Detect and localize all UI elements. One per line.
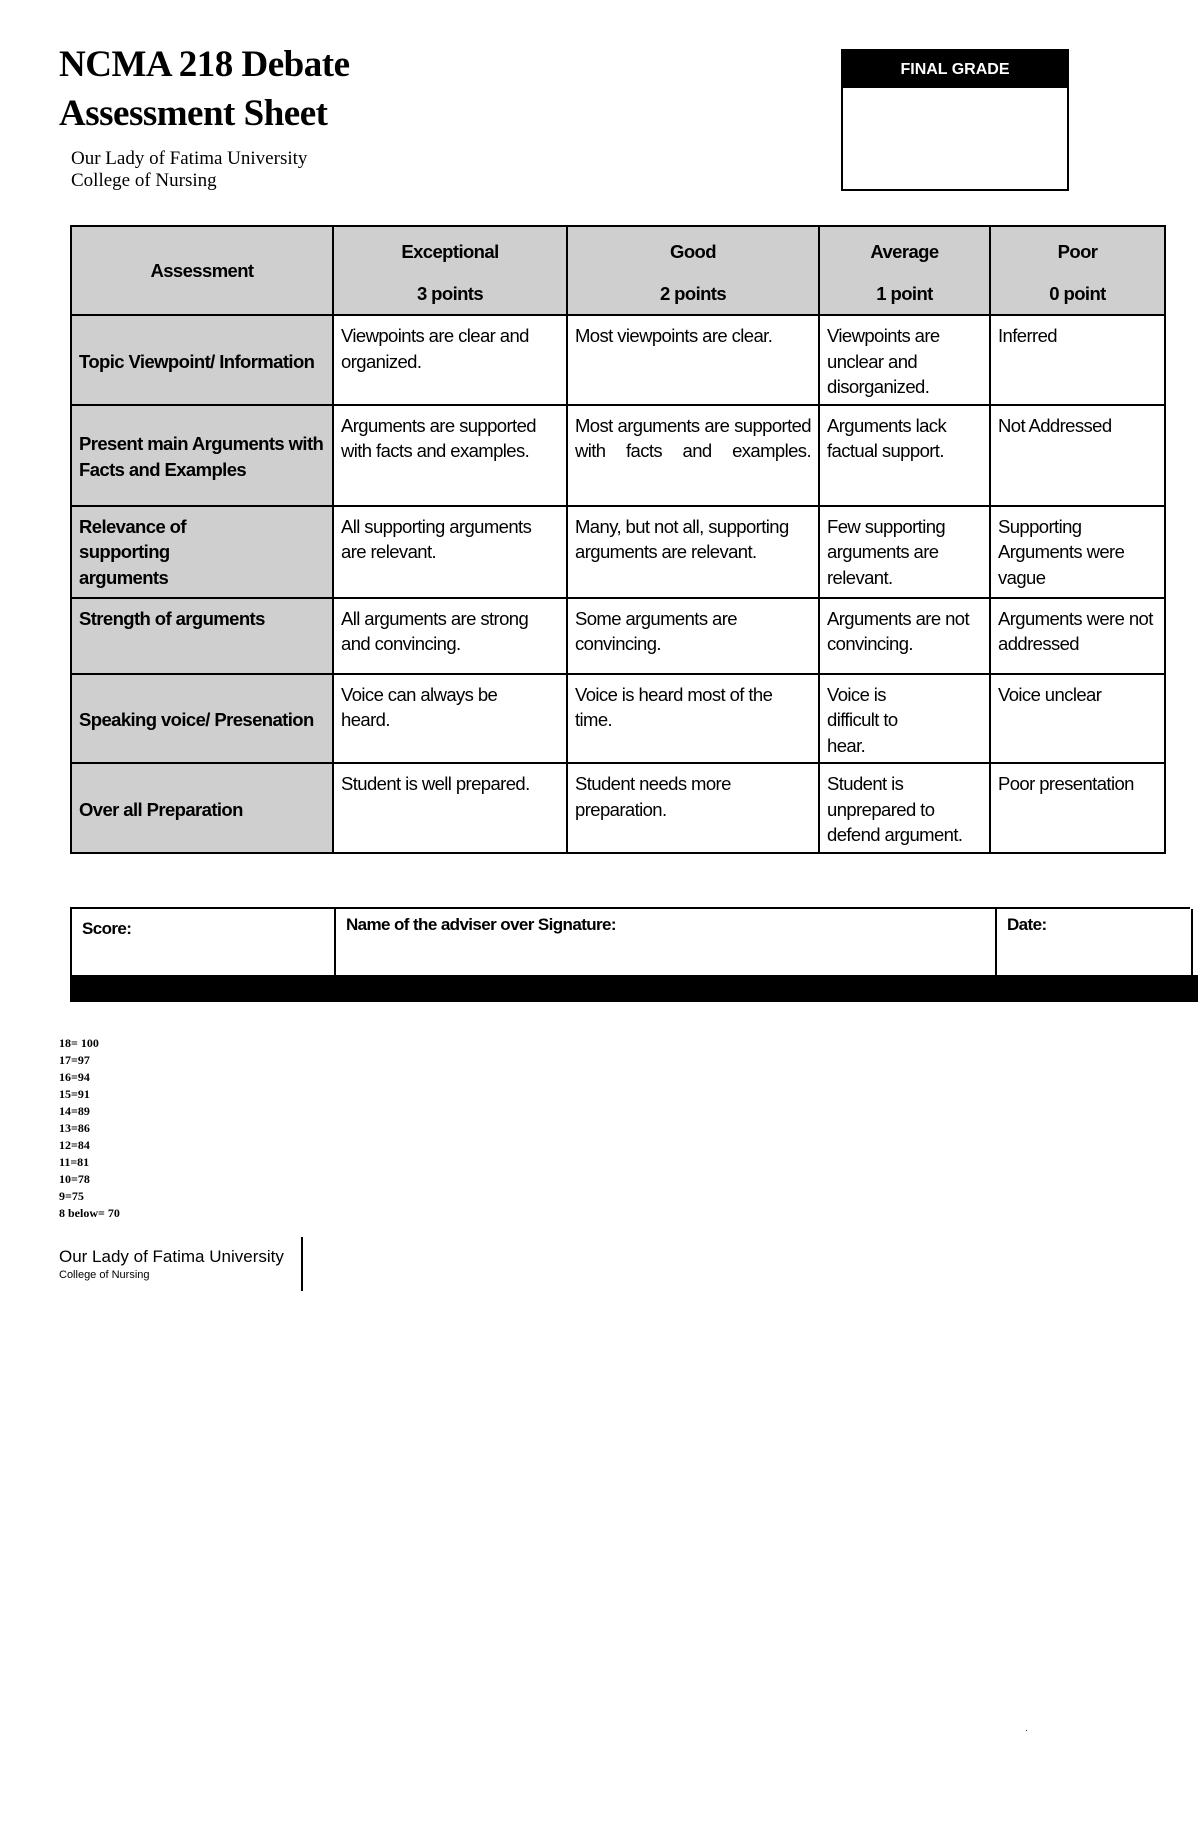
grade-scale-item: 10=78	[59, 1172, 90, 1186]
rubric-table	[70, 225, 1166, 854]
exceptional-cell: Viewpoints are clear and organized.	[333, 315, 567, 405]
rubric-row	[71, 763, 1165, 853]
cell-text: Voice is difficult to hear.	[827, 683, 898, 756]
good-cell: Voice is heard most of the time.	[567, 674, 819, 764]
header-poor	[990, 226, 1165, 315]
poor-cell: Supporting Arguments were vague	[990, 506, 1165, 598]
rubric-row	[71, 598, 1165, 674]
date-label: Date:	[1007, 915, 1047, 934]
grade-scale-item: 12=84	[59, 1138, 90, 1152]
rubric-header-row	[71, 226, 1165, 315]
institution-name: Our Lady of Fatima University	[71, 148, 308, 169]
header-average	[819, 226, 990, 315]
score-field[interactable]	[70, 909, 336, 975]
page-title-line2: Assessment Sheet	[59, 93, 328, 134]
final-grade-box	[841, 49, 1069, 191]
rubric-row	[71, 405, 1165, 506]
institution-block	[71, 148, 307, 192]
final-grade-value[interactable]	[843, 88, 1067, 188]
grade-scale-item: 18= 100	[59, 1036, 99, 1050]
adviser-signature-field[interactable]	[336, 909, 997, 975]
poor-cell: Poor presentation	[990, 763, 1165, 853]
grade-scale	[59, 1035, 120, 1222]
average-cell: Few supporting arguments are relevant.	[819, 506, 990, 598]
page-title-line1: NCMA 218 Debate	[59, 44, 350, 85]
score-label: Score:	[82, 919, 132, 938]
date-field[interactable]	[997, 909, 1193, 975]
adviser-label: Name of the adviser over Signature:	[346, 915, 616, 934]
header-title: Good	[670, 240, 716, 262]
criterion-cell: Over all Preparation	[71, 763, 333, 853]
header-title: Exceptional	[401, 240, 499, 262]
grade-scale-item: 9=75	[59, 1189, 84, 1203]
footer-institution	[59, 1237, 303, 1291]
signature-row	[70, 907, 1190, 975]
header-title: Average	[870, 240, 939, 262]
header-assessment	[71, 226, 333, 315]
exceptional-cell	[333, 674, 567, 764]
header-good	[567, 226, 819, 315]
average-cell: Arguments are not convincing.	[819, 598, 990, 674]
signature-bottom-bar	[70, 975, 1198, 1002]
grade-scale-item: 14=89	[59, 1104, 90, 1118]
header-title: Assessment	[150, 259, 254, 281]
average-cell	[819, 674, 990, 764]
final-grade-label: FINAL GRADE	[843, 51, 1067, 88]
criterion-cell: Speaking voice/ Presenation	[71, 674, 333, 764]
header-points: 1 point	[876, 282, 933, 304]
poor-cell: Voice unclear	[990, 674, 1165, 764]
good-cell: Most viewpoints are clear.	[567, 315, 819, 405]
good-cell: Student needs more preparation.	[567, 763, 819, 853]
footer-institution-name: Our Lady of Fatima University	[59, 1247, 284, 1266]
exceptional-cell: Arguments are supported with facts and examples.	[333, 405, 567, 506]
exceptional-cell: Student is well prepared.	[333, 763, 567, 853]
average-cell: Viewpoints are unclear and disorganized.	[819, 315, 990, 405]
grade-scale-item: 8 below= 70	[59, 1206, 120, 1220]
poor-cell: Inferred	[990, 315, 1165, 405]
college-name: College of Nursing	[71, 170, 217, 191]
header-points: 2 points	[659, 282, 727, 304]
criterion-cell: Strength of arguments	[71, 598, 333, 674]
grade-scale-item: 13=86	[59, 1121, 90, 1135]
grade-scale-item: 15=91	[59, 1087, 90, 1101]
rubric-row	[71, 506, 1165, 598]
poor-cell: Not Addressed	[990, 405, 1165, 506]
criterion-cell: Topic Viewpoint/ Information	[71, 315, 333, 405]
good-cell: Many, but not all, supporting arguments are relevant.	[567, 506, 819, 598]
stray-mark: .	[1025, 1723, 1028, 1734]
criterion-label: Relevance of supporting arguments	[79, 515, 186, 588]
rubric-row	[71, 315, 1165, 405]
header-points: 3 points	[416, 282, 484, 304]
average-cell: Arguments lack factual support.	[819, 405, 990, 506]
exceptional-cell: All arguments are strong and convincing.	[333, 598, 567, 674]
good-cell: Most arguments are supported with facts and examples.	[567, 405, 819, 506]
average-cell: Student is unprepared to defend argument.	[819, 763, 990, 853]
grade-scale-item: 16=94	[59, 1070, 90, 1084]
header-exceptional	[333, 226, 567, 315]
rubric-row	[71, 674, 1165, 764]
criterion-cell	[71, 506, 333, 598]
header-title: Poor	[1057, 240, 1098, 262]
page-title	[59, 40, 350, 138]
cell-text: Voice can always be heard.	[341, 683, 498, 730]
footer-college-name: College of Nursing	[59, 1269, 150, 1281]
good-cell: Some arguments are convincing.	[567, 598, 819, 674]
poor-cell: Arguments were not addressed	[990, 598, 1165, 674]
header-points: 0 point	[1049, 282, 1106, 304]
signature-table	[70, 907, 1190, 1002]
criterion-cell: Present main Arguments with Facts and Examples	[71, 405, 333, 506]
grade-scale-item: 11=81	[59, 1155, 90, 1169]
grade-scale-item: 17=97	[59, 1053, 90, 1067]
exceptional-cell: All supporting arguments are relevant.	[333, 506, 567, 598]
